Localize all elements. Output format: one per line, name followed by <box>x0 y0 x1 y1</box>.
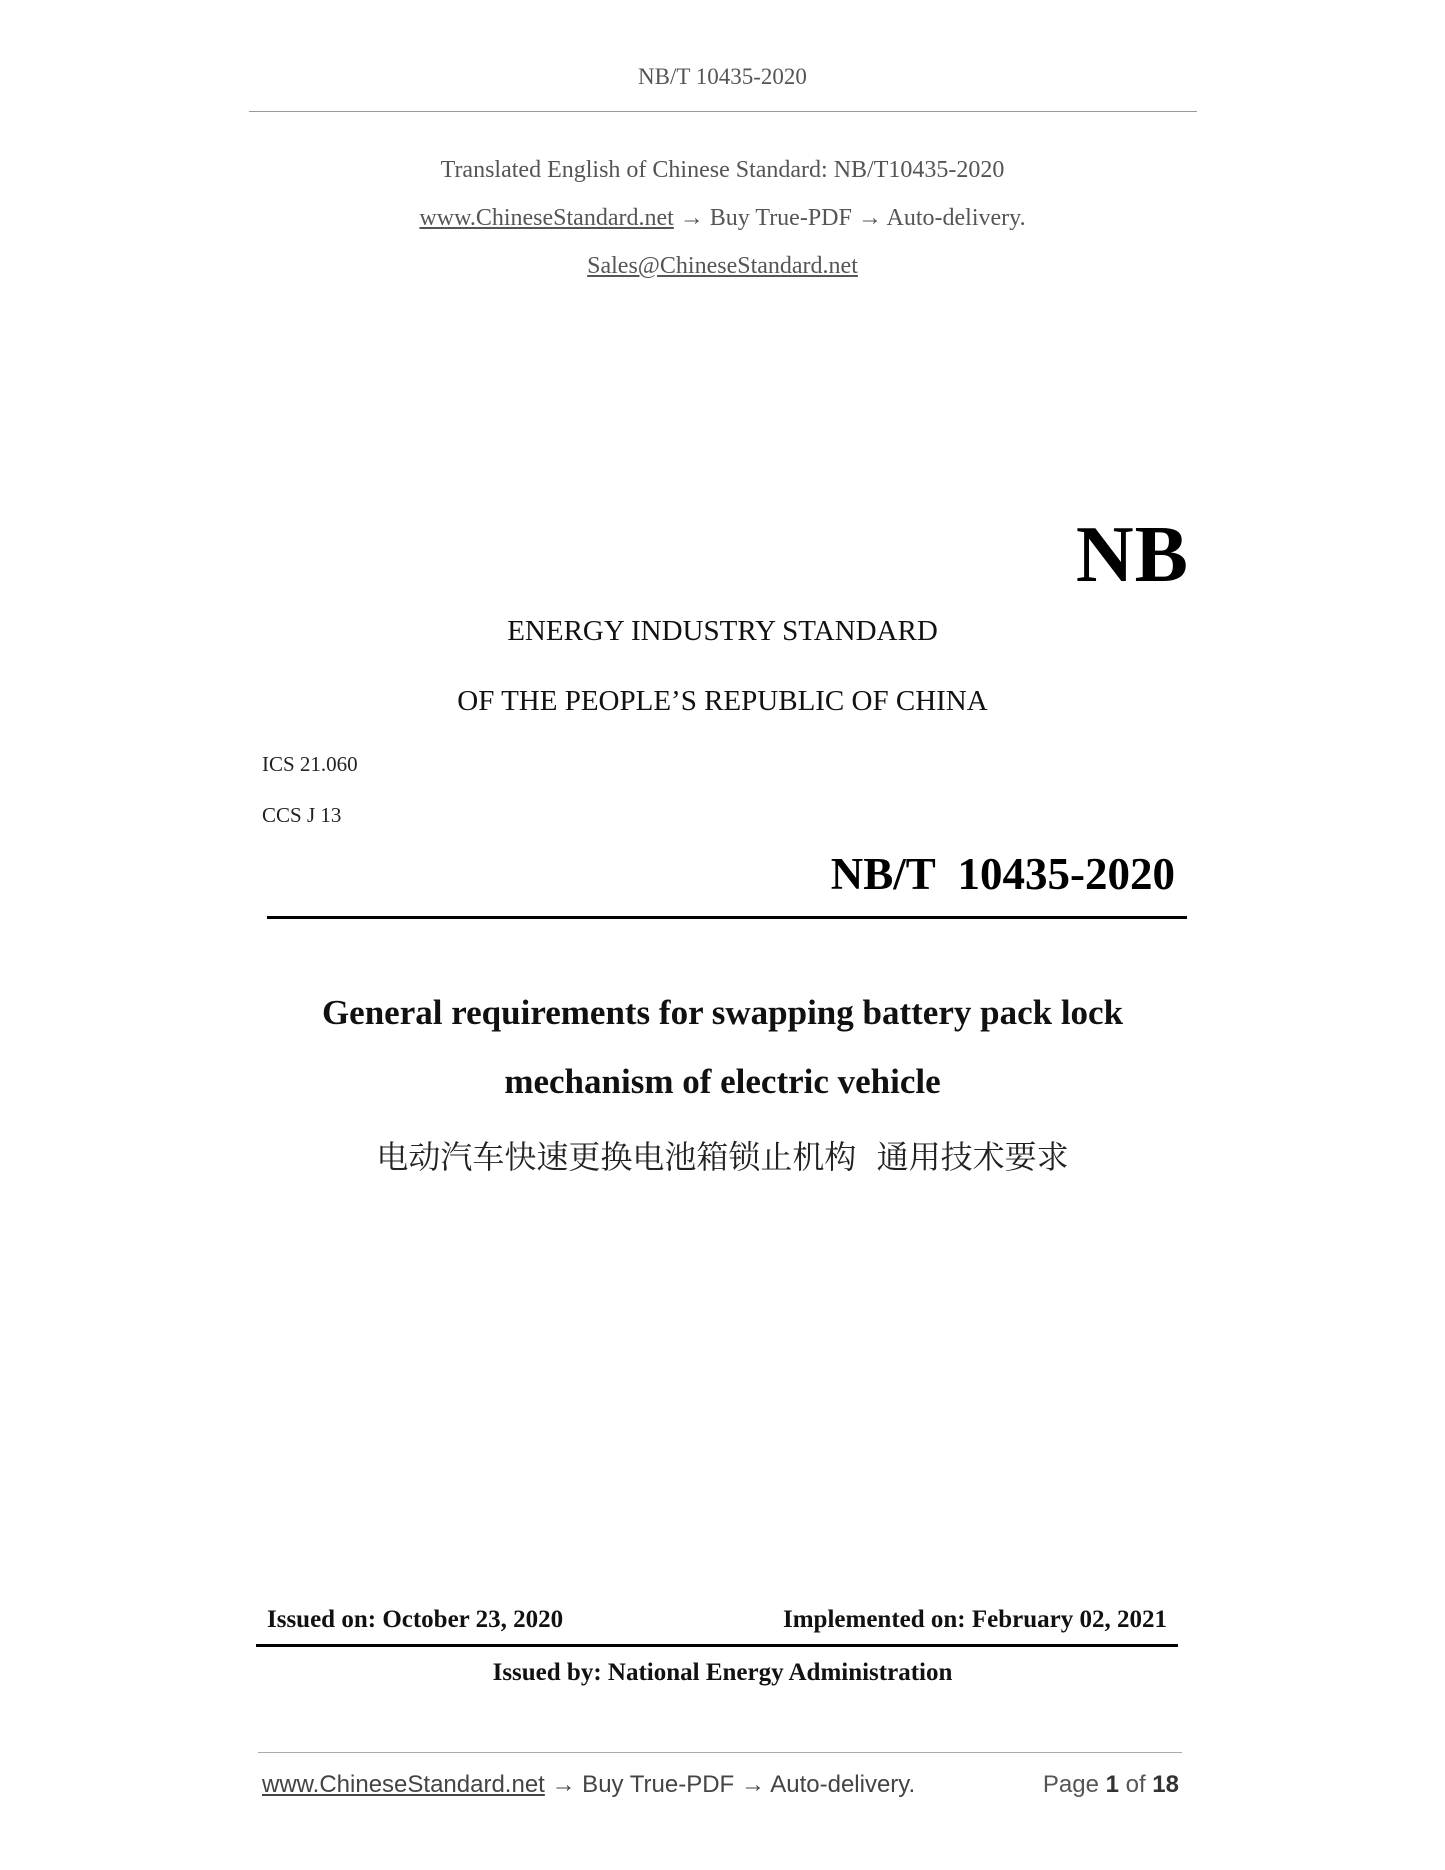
footer-divider <box>258 1752 1182 1753</box>
purchase-text: → Buy True-PDF → Auto-delivery. <box>673 205 1026 231</box>
page-label: Page <box>1042 1771 1106 1798</box>
ics-code: ICS 21.060 <box>262 752 358 776</box>
nb-logo: NB <box>1075 511 1189 599</box>
title-cn: 电动汽车快速更换电池箱锁止机构 通用技术要求 <box>376 1138 1069 1176</box>
dates-rule <box>256 1644 1178 1647</box>
site-link[interactable]: www.ChineseStandard.net <box>419 205 674 231</box>
email-link[interactable]: Sales@ChineseStandard.net <box>587 253 858 279</box>
issued-on-date: Issued on: October 23, 2020 <box>267 1606 564 1633</box>
translation-notice: Translated English of Chinese Standard: NB/T10435-2020 <box>440 157 1005 183</box>
footer-site-link[interactable]: www.ChineseStandard.net <box>262 1771 545 1798</box>
organization-line-1: ENERGY INDUSTRY STANDARD <box>507 615 938 647</box>
standard-number-rule <box>267 916 1187 919</box>
page-indicator <box>1043 1771 1179 1799</box>
ccs-code: CCS J 13 <box>262 803 342 827</box>
page-of: of <box>1118 1771 1153 1798</box>
implemented-on-date: Implemented on: February 02, 2021 <box>783 1606 1167 1633</box>
purchase-line <box>0 205 1445 232</box>
organization-line-2: OF THE PEOPLE’S REPUBLIC OF CHINA <box>457 685 988 717</box>
page-current: 1 <box>1105 1771 1119 1798</box>
header-divider <box>249 111 1197 112</box>
title-en-line-1: General requirements for swapping battery pack lock <box>321 993 1124 1032</box>
footer-purchase-line <box>262 1771 915 1799</box>
page-total: 18 <box>1152 1771 1179 1798</box>
email-line <box>0 253 1445 280</box>
title-en-line-2: mechanism of electric vehicle <box>504 1062 941 1101</box>
issued-by: Issued by: National Energy Administration <box>492 1659 953 1686</box>
standard-number: NB/T 10435-2020 <box>830 849 1175 899</box>
running-header: NB/T 10435-2020 <box>638 64 807 89</box>
footer-purchase-text: → Buy True-PDF → Auto-delivery. <box>544 1771 916 1798</box>
